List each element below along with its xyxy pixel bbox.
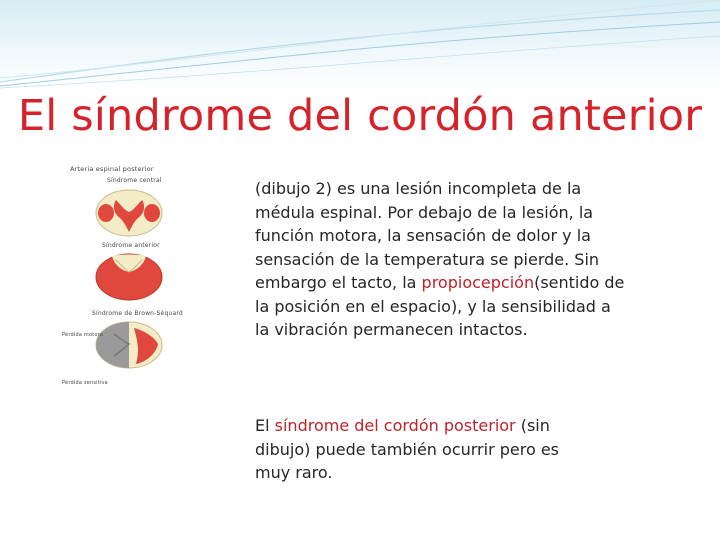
central-cord-diagram — [94, 188, 164, 238]
spinal-cord-figure — [62, 160, 202, 400]
figure-caption: Arteria espinal posterior — [70, 165, 154, 173]
paragraph-text: El — [255, 416, 275, 435]
anterior-cord-diagram — [94, 252, 164, 302]
decorative-swoosh-lines — [0, 0, 720, 90]
figure-caption: Síndrome anterior — [102, 242, 160, 249]
brown-sequard-diagram — [94, 320, 164, 370]
figure-caption: Síndrome central — [107, 177, 162, 184]
figure-caption: Pérdida sensitiva — [62, 380, 108, 386]
highlight-term: síndrome del cordón posterior — [274, 416, 516, 435]
figure-caption: Pérdida motora — [62, 332, 104, 338]
paragraph-text: (dibujo 2) es una lesión incompleta de la médula espinal. Por debajo de la lesión, la función motora, la sensación de dolor y la sensación de la temperatura se pierde. Sin embargo el tacto, la — [255, 179, 600, 292]
figure-caption: Síndrome de Brown-Séquard — [92, 310, 183, 317]
highlight-term: propiocepción — [421, 273, 535, 292]
slide-title: El síndrome del cordón anterior — [17, 91, 703, 141]
description-paragraph — [255, 177, 625, 342]
paragraph-text: (sentido de la posición en el espacio), y la sensibilidad a la vibración permanecen intactos. — [255, 273, 625, 339]
note-paragraph — [255, 414, 585, 485]
paragraph-text: (sin dibujo) puede también ocurrir pero es muy raro. — [255, 416, 560, 482]
decorative-header-band — [0, 0, 720, 90]
